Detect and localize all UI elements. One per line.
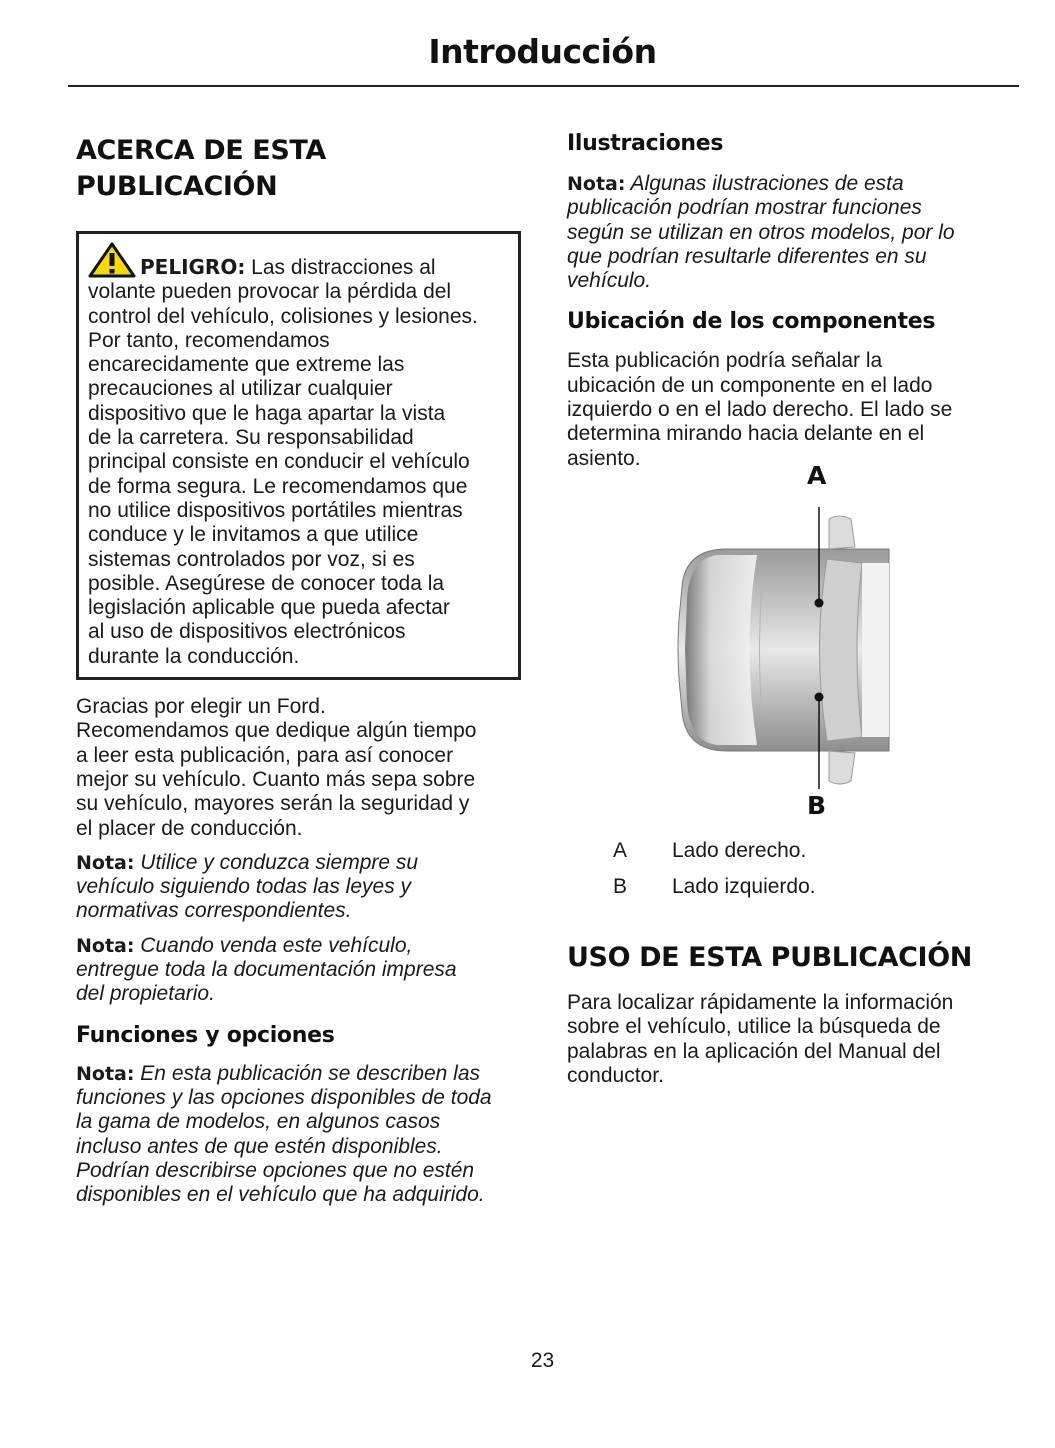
danger-line: precauciones al utilizar cualquier — [88, 377, 393, 401]
figure-legend — [567, 833, 1017, 905]
note-line: En esta publicación se describen las — [134, 1061, 481, 1085]
note-label: Nota: — [76, 851, 135, 874]
section-heading-about — [76, 133, 521, 205]
page-number: 23 — [530, 1349, 555, 1372]
intro-line: a leer esta publicación, para así conocer — [76, 743, 454, 767]
vehicle-top-view-figure — [567, 489, 1017, 789]
components-paragraph — [567, 349, 1017, 470]
note-line: según se utilizan en otros modelos, por lo — [567, 220, 955, 244]
section-heading-components: Ubicación de los componentes — [567, 309, 936, 335]
danger-line: durante la conducción. — [88, 644, 300, 668]
section-heading-about-line2: PUBLICACIÓN — [76, 171, 278, 202]
danger-line: control del vehículo, colisiones y lesiones. — [88, 304, 478, 328]
legend-row — [567, 869, 1017, 905]
note-line: disponibles en el vehículo que ha adquirido. — [76, 1183, 485, 1207]
intro-line: su vehículo, mayores serán la seguridad y — [76, 792, 470, 816]
components-line: izquierdo o en el lado derecho. El lado se — [567, 398, 953, 422]
intro-line: Gracias por elegir un Ford. — [76, 695, 326, 719]
usage-line: sobre el vehículo, utilice la búsqueda de — [567, 1015, 941, 1039]
note-line: la gama de modelos, en algunos casos — [76, 1110, 441, 1134]
page-header-title: Introducción — [428, 32, 657, 71]
note-sell-vehicle — [76, 934, 521, 1007]
note-label: Nota: — [76, 1062, 135, 1085]
note-drive-legally — [76, 851, 521, 924]
figure-label-a: A — [807, 460, 827, 490]
danger-line: legislación aplicable que pueda afectar — [88, 596, 450, 620]
usage-line: palabras en la aplicación del Manual del — [567, 1039, 941, 1063]
header-divider — [68, 85, 1019, 87]
warning-triangle-icon — [88, 242, 136, 278]
note-line: publicación podrían mostrar funciones — [567, 196, 922, 220]
components-line: ubicación de un componente en el lado — [567, 373, 933, 397]
legend-value: Lado izquierdo. — [672, 874, 816, 898]
note-line: normativas correspondientes. — [76, 899, 352, 923]
usage-line: Para localizar rápidamente la información — [567, 990, 954, 1014]
legend-key: B — [612, 874, 627, 898]
note-line: Cuando venda este vehículo, — [134, 933, 413, 957]
left-column — [76, 133, 521, 1207]
note-label: Nota: — [567, 173, 626, 195]
usage-paragraph — [567, 991, 1017, 1088]
intro-line: mejor su vehículo. Cuanto más sepa sobre — [76, 767, 476, 791]
figure-label-b: B — [807, 790, 827, 820]
components-line: Esta publicación podría señalar la — [567, 349, 883, 373]
note-label: Nota: — [76, 934, 135, 957]
danger-line: al uso de dispositivos electrónicos — [88, 620, 406, 644]
danger-line: de la carretera. Su responsabilidad — [88, 426, 414, 450]
danger-line: Las distracciones al — [245, 256, 436, 279]
legend-row — [567, 833, 1017, 869]
danger-line: sistemas controlados por voz, si es — [88, 547, 415, 571]
note-line: funciones y las opciones disponibles de toda — [76, 1085, 492, 1109]
danger-line: principal consiste en conducir el vehículo — [88, 450, 470, 474]
note-line: del propietario. — [76, 982, 215, 1006]
danger-label: PELIGRO: — [140, 255, 246, 279]
danger-line: conduce y le invitamos a que utilice — [88, 523, 419, 547]
danger-line: dispositivo que le haga apartar la vista — [88, 401, 446, 425]
components-line: asiento. — [567, 446, 641, 470]
section-heading-functions: Funciones y opciones — [76, 1022, 335, 1048]
section-heading-illustrations: Ilustraciones — [567, 131, 724, 156]
danger-line: no utilice dispositivos portátiles mientras — [88, 498, 463, 522]
vehicle-side-diagram — [567, 460, 1017, 820]
section-heading-usage: USO DE ESTA PUBLICACIÓN — [567, 941, 972, 973]
danger-line: encarecidamente que extreme las — [88, 353, 405, 377]
intro-line: Recomendamos que dedique algún tiempo — [76, 719, 477, 743]
section-heading-about-line1: ACERCA DE ESTA — [76, 135, 326, 166]
danger-warning-text — [88, 242, 510, 669]
danger-line: de forma segura. Le recomendamos que — [88, 474, 468, 498]
note-line: vehículo siguiendo todas las leyes y — [76, 875, 412, 899]
legend-key: A — [612, 838, 627, 862]
danger-line: volante pueden provocar la pérdida del — [88, 280, 452, 304]
danger-warning-box — [76, 231, 521, 680]
intro-paragraph — [76, 695, 521, 841]
intro-line: el placer de conducción. — [76, 816, 303, 840]
right-column — [567, 129, 1017, 1088]
note-line: que podrían resultarle diferentes en su — [567, 244, 927, 268]
note-line: entregue toda la documentación impresa — [76, 958, 457, 982]
legend-value: Lado derecho. — [672, 838, 807, 862]
note-line: vehículo. — [567, 269, 652, 293]
note-line: Utilice y conduzca siempre su — [134, 850, 419, 874]
danger-line: posible. Asegúrese de conocer toda la — [88, 571, 445, 595]
note-functions — [76, 1062, 521, 1208]
note-line: incluso antes de que estén disponibles. — [76, 1134, 443, 1158]
note-illustrations — [567, 172, 1017, 293]
usage-line: conductor. — [567, 1063, 664, 1087]
danger-line: Por tanto, recomendamos — [88, 328, 330, 352]
components-line: determina mirando hacia delante en el — [567, 422, 925, 446]
note-line: Algunas ilustraciones de esta — [625, 172, 904, 195]
note-line: Podrían describirse opciones que no estén — [76, 1158, 475, 1182]
